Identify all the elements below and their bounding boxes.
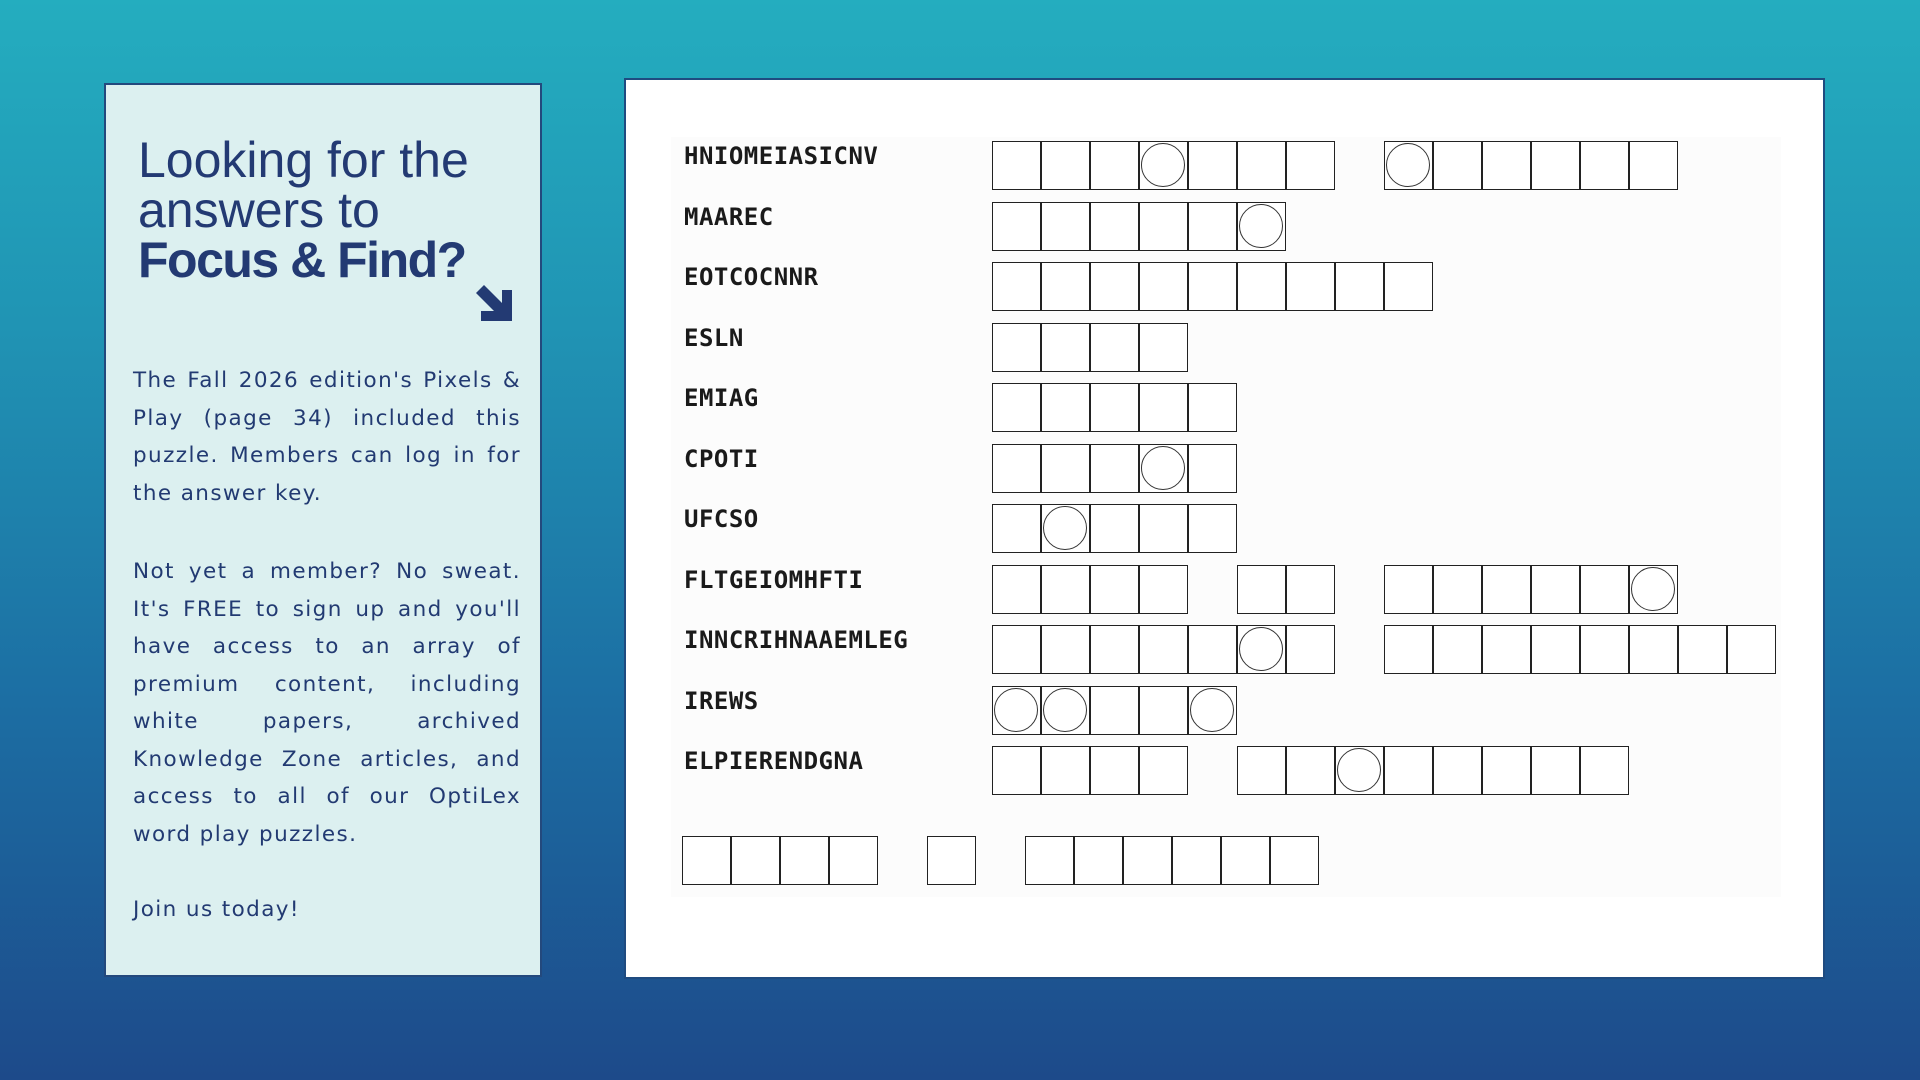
answer-box[interactable] [1433, 141, 1482, 190]
answer-box[interactable] [1188, 202, 1237, 251]
answer-box[interactable] [1580, 141, 1629, 190]
answer-box[interactable] [992, 625, 1041, 674]
answer-box[interactable] [1041, 746, 1090, 795]
answer-box[interactable] [1090, 323, 1139, 372]
scrambled-word: ESLN [684, 323, 744, 352]
answer-box[interactable] [1041, 686, 1090, 735]
final-answer-box[interactable] [1025, 836, 1074, 885]
answer-box[interactable] [1041, 323, 1090, 372]
answer-box[interactable] [1286, 565, 1335, 614]
answer-box[interactable] [1237, 202, 1286, 251]
scrambled-word: EOTCOCNNR [684, 263, 819, 291]
answer-box[interactable] [992, 686, 1041, 735]
scrambled-word: UFCSO [684, 505, 759, 533]
answer-box[interactable] [1433, 625, 1482, 674]
answer-box[interactable] [992, 323, 1041, 372]
answer-box[interactable] [1041, 141, 1090, 190]
answer-box[interactable] [1678, 625, 1727, 674]
answer-box[interactable] [1286, 746, 1335, 795]
answer-box[interactable] [992, 565, 1041, 614]
answer-box[interactable] [1727, 625, 1776, 674]
answer-box[interactable] [1139, 323, 1188, 372]
answer-box[interactable] [1090, 202, 1139, 251]
answer-box[interactable] [1531, 565, 1580, 614]
answer-box[interactable] [1139, 746, 1188, 795]
answer-box[interactable] [1384, 565, 1433, 614]
answer-box[interactable] [1482, 565, 1531, 614]
answer-box[interactable] [1384, 262, 1433, 311]
final-answer-box[interactable] [1172, 836, 1221, 885]
answer-box[interactable] [1580, 565, 1629, 614]
scrambled-word: HNIOMEIASICNV [684, 142, 879, 170]
answer-box[interactable] [1139, 262, 1188, 311]
answer-box[interactable] [1188, 262, 1237, 311]
final-answer-box[interactable] [780, 836, 829, 885]
scrambled-word: INNCRIHNAAEMLEG [684, 626, 909, 654]
answer-box[interactable] [992, 444, 1041, 493]
answer-box[interactable] [1237, 625, 1286, 674]
scrambled-word: IREWS [684, 686, 759, 715]
answer-box[interactable] [1531, 141, 1580, 190]
info-panel [104, 83, 542, 977]
answer-box[interactable] [1041, 444, 1090, 493]
headline-line-2: answers to [138, 182, 380, 238]
answer-box[interactable] [992, 262, 1041, 311]
edition-note: The Fall 2026 edition's Pixels & Play (page 34) included this puzzle. Members can log in for the answer key. [133, 368, 521, 506]
answer-box[interactable] [1237, 746, 1286, 795]
headline-line-3: Focus & Find? [138, 232, 466, 288]
answer-box[interactable] [1531, 625, 1580, 674]
answer-box[interactable] [1188, 686, 1237, 735]
final-answer-box[interactable] [1270, 836, 1319, 885]
answer-box[interactable] [992, 383, 1041, 432]
answer-box[interactable] [1139, 383, 1188, 432]
puzzle-card [624, 78, 1825, 979]
headline [138, 132, 528, 288]
answer-box[interactable] [1090, 746, 1139, 795]
answer-box[interactable] [1188, 625, 1237, 674]
answer-box[interactable] [992, 504, 1041, 553]
answer-box[interactable] [1139, 565, 1188, 614]
answer-box[interactable] [1188, 383, 1237, 432]
answer-box[interactable] [992, 746, 1041, 795]
answer-box[interactable] [1188, 444, 1237, 493]
answer-box[interactable] [1090, 565, 1139, 614]
answer-box[interactable] [992, 141, 1041, 190]
scrambled-word: FLTGEIOMHFTI [684, 565, 864, 594]
answer-box[interactable] [1139, 504, 1188, 553]
answer-box[interactable] [1090, 141, 1139, 190]
answer-box[interactable] [1237, 565, 1286, 614]
answer-box[interactable] [1237, 262, 1286, 311]
membership-pitch: Not yet a member? No sweat. It's FREE to sign up and you'll have access to an array of premium content, including white papers, archived Knowledge Zone articles, and access to all of our OptiLex word play puzzles. [133, 559, 521, 847]
answer-box[interactable] [1629, 625, 1678, 674]
answer-box[interactable] [1433, 746, 1482, 795]
scrambled-word: CPOTI [684, 444, 759, 473]
answer-box[interactable] [1335, 746, 1384, 795]
answer-box[interactable] [1139, 625, 1188, 674]
scrambled-word: EMIAG [684, 384, 759, 412]
answer-box[interactable] [1531, 746, 1580, 795]
answer-box[interactable] [1286, 625, 1335, 674]
answer-box[interactable] [1041, 625, 1090, 674]
final-answer-box[interactable] [1221, 836, 1270, 885]
answer-box[interactable] [992, 202, 1041, 251]
answer-box[interactable] [1188, 504, 1237, 553]
answer-box[interactable] [1335, 262, 1384, 311]
answer-box[interactable] [1041, 565, 1090, 614]
answer-box[interactable] [1482, 746, 1531, 795]
answer-box[interactable] [1384, 625, 1433, 674]
final-answer-box[interactable] [1123, 836, 1172, 885]
final-answer-box[interactable] [829, 836, 878, 885]
answer-box[interactable] [1433, 565, 1482, 614]
answer-box[interactable] [1286, 141, 1335, 190]
scrambled-word: MAAREC [684, 202, 774, 231]
answer-box[interactable] [1580, 625, 1629, 674]
answer-box[interactable] [1580, 746, 1629, 795]
word-scramble-puzzle [671, 137, 1781, 897]
answer-box[interactable] [1041, 504, 1090, 553]
answer-box[interactable] [1237, 141, 1286, 190]
answer-box[interactable] [1090, 444, 1139, 493]
call-to-action: Join us today! [133, 897, 300, 922]
answer-box[interactable] [1482, 141, 1531, 190]
answer-box[interactable] [1090, 686, 1139, 735]
headline-line-1: Looking for the [138, 132, 469, 188]
answer-box[interactable] [1629, 141, 1678, 190]
answer-box[interactable] [1286, 262, 1335, 311]
answer-box[interactable] [1139, 686, 1188, 735]
arrow-down-right-icon [472, 281, 514, 323]
answer-box[interactable] [1139, 202, 1188, 251]
answer-box[interactable] [1188, 141, 1237, 190]
answer-box[interactable] [1090, 504, 1139, 553]
scrambled-word: ELPIERENDGNA [684, 747, 864, 775]
answer-box[interactable] [1090, 383, 1139, 432]
final-answer-box[interactable] [1074, 836, 1123, 885]
answer-box[interactable] [1384, 141, 1433, 190]
final-answer-box[interactable] [731, 836, 780, 885]
answer-box[interactable] [1384, 746, 1433, 795]
final-answer-box[interactable] [682, 836, 731, 885]
answer-box[interactable] [1090, 625, 1139, 674]
answer-box[interactable] [1139, 141, 1188, 190]
answer-box[interactable] [1139, 444, 1188, 493]
answer-box[interactable] [1041, 202, 1090, 251]
answer-box[interactable] [1482, 625, 1531, 674]
answer-box[interactable] [1041, 262, 1090, 311]
answer-box[interactable] [1090, 262, 1139, 311]
answer-box[interactable] [1041, 383, 1090, 432]
answer-box[interactable] [1629, 565, 1678, 614]
final-answer-box[interactable] [927, 836, 976, 885]
